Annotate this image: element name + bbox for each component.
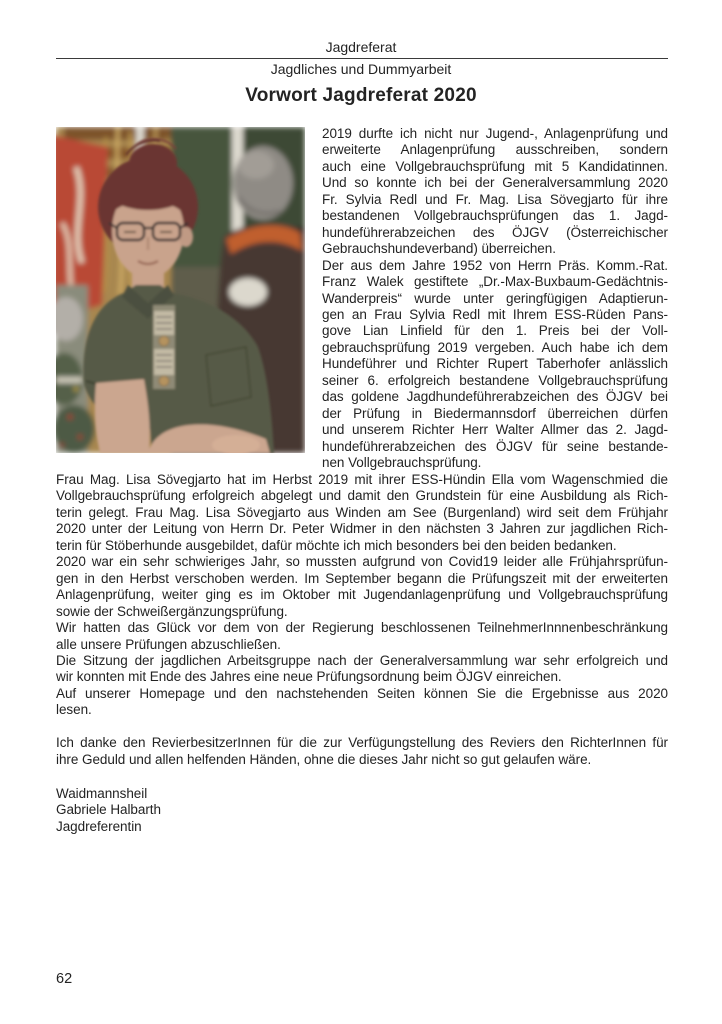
paragraph — [56, 472, 668, 554]
text-line: 2020 unter der Leitung von Herrn Dr. Peter Widmer in den nächsten 3 Jahren zur jagdlichen Rich- — [56, 521, 668, 537]
text-line: alle unsere Prüfungen abzuschließen. — [56, 636, 281, 652]
paragraph — [56, 735, 668, 768]
paragraph — [322, 126, 668, 258]
text-line: Fr. Sylvia Redl und Fr. Mag. Lisa Sövegjarto für ihre — [322, 191, 668, 207]
text-line: wir konnten mit Ende des Jahres eine neue Prüfungsordnung beim ÖJGV einreichen. — [56, 669, 562, 685]
text-line: seiner 6. erfolgreich bestandene Vollgebrauchsprüfung — [322, 372, 668, 388]
text-line: Gabriele Halbarth — [56, 802, 161, 818]
text-line: Wanderpreis“ wurde unter geringfügigen Adaptierun- — [322, 290, 668, 306]
text-line: Die Sitzung der jagdlichen Arbeitsgruppe nach der Generalversammlung war sehr erfolgreich und — [56, 652, 668, 668]
text-line: Auf unserer Homepage und den nachstehenden Seiten können Sie die Ergebnisse aus 2020 — [56, 685, 668, 701]
text-line: Jagdreferentin — [56, 818, 142, 834]
paragraph — [56, 686, 668, 719]
paragraph — [322, 258, 668, 472]
text-line: gen an Frau Sylvia Redl mit Ihrem ESS-Rüden Pans- — [322, 306, 668, 322]
text-line: auch eine Vollgebrauchsprüfung mit 5 Kandidatinnen. — [322, 158, 668, 174]
article-narrow-column — [322, 126, 668, 472]
text-line: lesen. — [56, 702, 92, 718]
paragraph — [56, 554, 668, 620]
text-line: Vollgebrauchsprüfung erfolgreich abgelegt und damit den Grundstein für eine Ausbildung als Rich- — [56, 488, 668, 504]
text-line: nen Vollgebrauchsprüfung. — [322, 455, 482, 471]
text-line: ihre Geduld und allen helfenden Händen, ohne die dieses Jahr nicht so gut gelaufen wäre. — [56, 751, 592, 767]
text-line: Hundeführer und Richter Rupert Taberhofer anlässlich — [322, 356, 668, 372]
page-number: 62 — [56, 971, 73, 987]
page-title: Vorwort Jagdreferat 2020 — [245, 85, 477, 106]
text-line: und unserem Richter Herr Walter Allmer das 2. Jagd- — [322, 422, 668, 438]
text-line: gove Lian Linfield für den 1. Preis bei der Voll- — [322, 323, 668, 339]
article-wide-block — [56, 472, 668, 768]
text-line: bestandenen Vollgebrauchsprüfungen das 1. Jagd- — [322, 208, 668, 224]
text-line: erweiterte Anlagenprüfung ausschreiben, sondern — [322, 142, 668, 158]
text-line: terin gelegt. Frau Mag. Lisa Sövegjarto aus Winden am See (Burgenland) wird seit dem Frühjahr — [56, 504, 668, 520]
text-line: terin für Stöberhunde ausgebildet, dafür möchte ich mich besonders bei den beiden bedanken. — [56, 537, 617, 553]
text-line: Und so konnte ich bei der Generalversammlung 2020 — [322, 175, 668, 191]
portrait-photo-graphic — [56, 127, 305, 453]
text-line: gebrauchsprüfung 2019 vergeben. Auch habe ich dem — [322, 339, 668, 355]
text-line: gen in den Herbst verschoben werden. Im September begann die Prüfungszeit mit der erweiterten — [56, 570, 668, 586]
text-line: Frau Mag. Lisa Sövegjarto hat im Herbst 2019 mit ihrer ESS-Hündin Ella vom Wagenschmied die — [56, 472, 668, 487]
text-line: Gebrauchshundeverband) überreichen. — [322, 241, 556, 257]
text-line: hundeführerabzeichen des ÖJGV für seine bestande- — [322, 438, 668, 454]
text-line: 2019 durfte ich nicht nur Jugend-, Anlagenprüfung und — [322, 126, 668, 141]
text-line: Franz Walek gestiftete „Dr.-Max-Buxbaum-Gedächtnis- — [322, 274, 668, 290]
portrait-photo — [56, 127, 305, 453]
text-line: der Prüfung in Biedermannsdorf überreichen dürfen — [322, 405, 668, 421]
text-line: sowie der Schweißergänzungsprüfung. — [56, 603, 288, 619]
text-line: Wir hatten das Glück vor dem von der Regierung beschlossenen TeilnehmerInnnenbeschränkung — [56, 620, 668, 636]
paragraph — [56, 620, 668, 653]
text-line: das goldene Jagdhundeführerabzeichen des ÖJGV bei — [322, 389, 668, 405]
text-line: Waidmannsheil — [56, 786, 148, 801]
paragraph — [56, 653, 668, 686]
header-rule — [56, 58, 668, 59]
text-line: Anlagenprüfung, weiter ging es im Oktober mit Jugendanlagenprüfung und Vollgebrauchsprüfung — [56, 587, 668, 603]
header-section-title: Jagdliches und Dummyarbeit — [270, 61, 452, 77]
header-journal-title: Jagdreferat — [325, 39, 397, 55]
text-line: hundeführerabzeichen des ÖJGV (Österreichischer — [322, 224, 668, 240]
text-line: 2020 war ein sehr schwieriges Jahr, so mussten aufgrund von Covid19 leider alle Frühjahrsprüfun- — [56, 554, 668, 570]
signature-block — [56, 786, 456, 835]
text-line: Ich danke den RevierbesitzerInnen für die zur Verfügungstellung des Reviers den RichterInnen für — [56, 735, 668, 751]
text-line: Der aus dem Jahre 1952 von Herrn Präs. Komm.-Rat. — [322, 257, 668, 273]
